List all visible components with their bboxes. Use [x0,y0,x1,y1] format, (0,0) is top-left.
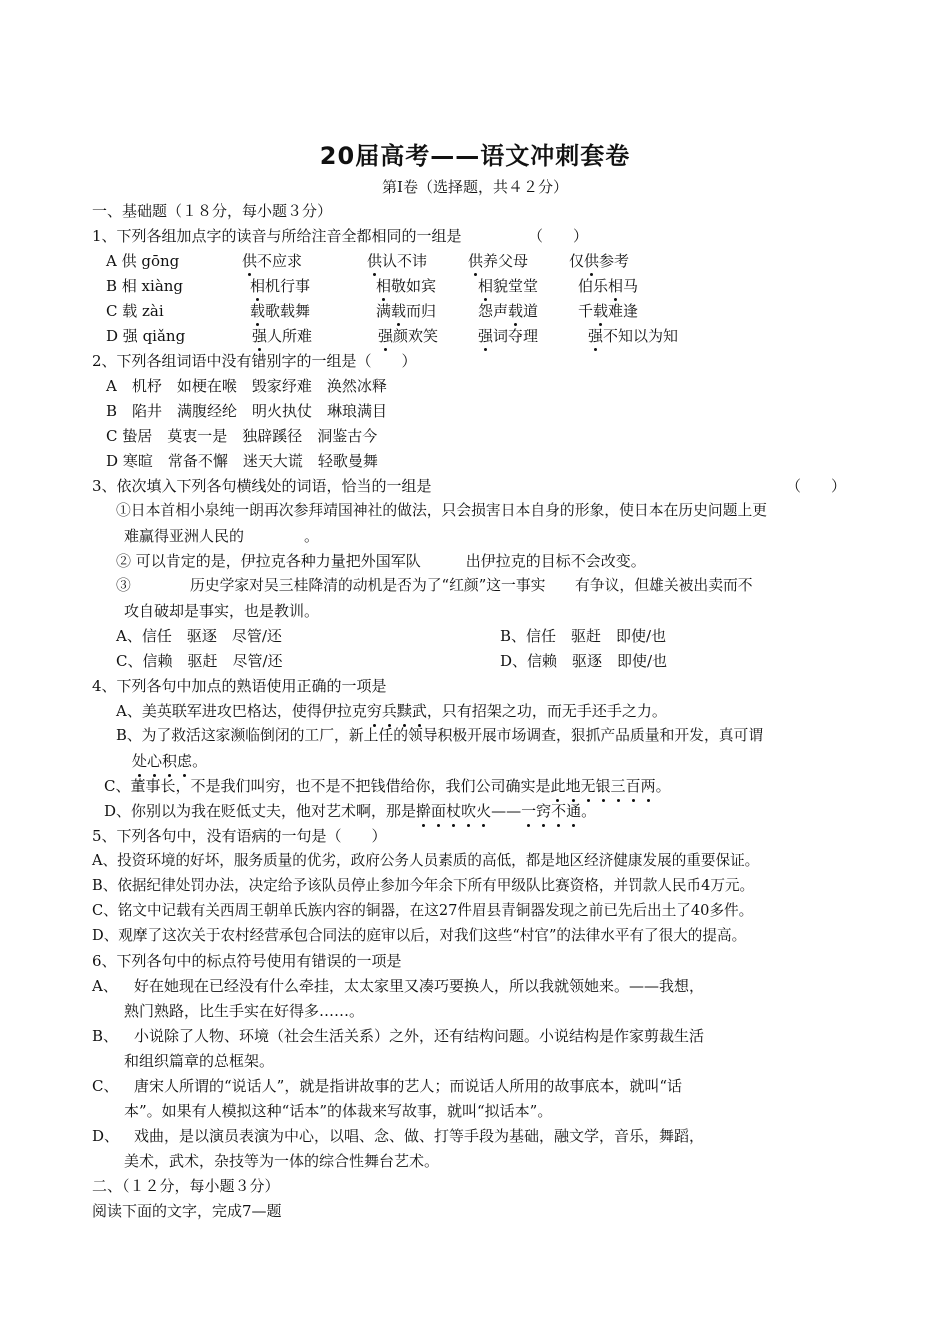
q4-option-b: B、为了救活这家濒临倒闭的工厂，新上任的领导积极开展市场调查，狠抓产品质量和开发，真可谓 [116,727,764,744]
exam-title: 20届高考——语文冲刺套卷 [319,142,631,170]
q4-stem: 4、下列各句中加点的熟语使用正确的一项是 [92,677,387,695]
q1-option-a-word: 供养父母 [468,252,529,270]
q4-a-dotted-idiom: 穷兵黩武 [366,702,427,720]
q2-option-d: D 寒暄 常备不懈 迷天大谎 轻歌曼舞 [106,452,378,470]
q5-option-d: D、观摩了这次关于农村经营承包合同法的庭审以后，对我们这些“村官”的法律水平有了很大的提高。 [92,927,747,944]
q4-option-a: A、美英联军进攻巴格达，使得伊拉克穷兵黩武，只有招架之功，而无手还手之力。 [116,702,667,720]
dotted-character: 强 [378,327,394,345]
part-subtitle: 第Ⅰ卷（选择题，共４２分） [382,178,568,196]
q1-option-d-word: 强人所难 [252,327,313,345]
q1-option-a-label: A 供 gōng [106,252,180,270]
q3-sentence-3: ③ 历史学家对吴三桂降清的动机是否为了“红颜”这一事实 有争议，但雄关被出卖而不 [116,577,753,594]
q1-option-d-word: 强颜欢笑 [378,327,439,345]
q5-option-c: C、铭文中记载有关西周王朝单氏族内容的铜器，在这27件眉县青铜器发现之前已先后出土了40多件。 [92,902,754,919]
q6-option-a-label: A、 [92,977,118,995]
q4-c-dotted-idiom: 此地无银三百两 [550,777,656,795]
q6-option-b-label: B、 [92,1027,119,1045]
q6-option-c: 唐宋人所谓的“说话人”，就是指讲故事的艺人；而说话人所用的故事底本，就叫“话 [134,1077,683,1095]
q6-option-a: 好在她现在已经没有什么牵挂，太太家里又凑巧要换人，所以我就领她来。——我想， [134,977,705,995]
q3-sentence-3-cont: 攻自破却是事实，也是教训。 [124,602,320,620]
q1-option-d-label: D 强 qiǎng [106,327,186,345]
q6-option-c-label: C、 [92,1077,119,1095]
q1-option-b-word: 相机行事 [250,277,311,295]
dotted-character: 供 [584,252,600,270]
q1-option-d-word: 强不知以为知 [588,327,679,345]
dotted-character: 相 [478,277,494,295]
dotted-character: 载 [391,302,407,320]
dotted-character: 相 [376,277,392,295]
q3-answer-paren: （ ） [786,477,847,495]
q3-option-b: B、信任 驱赶 即使/也 [500,627,667,645]
q6-option-d-cont: 美术，武术，杂技等为一体的综合性舞台艺术。 [124,1152,440,1170]
q1-option-a-word: 仅供参考 [569,252,630,270]
dotted-character: 相 [608,277,624,295]
q4-option-b-cont: 处心积虑。 [132,752,208,770]
q5-option-b: B、依据纪律处罚办法，决定给予该队员停止参加今年余下所有甲级队比赛资格，并罚款人民币4万元。 [92,877,755,894]
q1-option-b-word: 相敬如宾 [376,277,437,295]
q1-option-c-word: 载歌载舞 [250,302,311,320]
q3-option-c: C、信赖 驱赶 尽管/还 [116,652,283,670]
dotted-character: 载 [250,302,266,320]
q6-stem: 6、下列各句中的标点符号使用有错误的一项是 [92,952,402,970]
q1-option-d-word: 强词夺理 [478,327,539,345]
dotted-character: 供 [468,252,484,270]
q1-option-c-label: C 载 zài [106,302,164,320]
q6-option-a-cont: 熟门熟路，比生手实在好得多……。 [124,1002,365,1020]
q1-option-c-word: 千载难逢 [578,302,639,320]
q6-option-b: 小说除了人物、环境（社会生活关系）之外，还有结构问题。小说结构是作家剪裁生活 [134,1027,705,1045]
q1-option-b-label: B 相 xiàng [106,277,184,295]
q3-stem: 3、依次填入下列各句横线处的词语，恰当的一组是 [92,477,432,495]
dotted-character: 供 [242,252,258,270]
dotted-character: 强 [588,327,604,345]
q3-sentence-2: ② 可以肯定的是，伊拉克各种力量把外国军队 出伊拉克的目标不会改变。 [116,552,646,570]
q6-option-d: 戏曲，是以演员表演为中心，以唱、念、做、打等手段为基础，融文学，音乐，舞蹈， [134,1127,705,1145]
q4-b-dotted-idiom: 处心积虑 [132,752,193,770]
q3-option-a: A、信任 驱逐 尽管/还 [116,627,282,645]
q6-option-c-cont: 本”。如果有人模拟这种“话本”的体裁来写故事，就叫“拟话本”。 [124,1102,553,1120]
reading-instruction: 阅读下面的文字，完成7—题 [92,1202,282,1220]
q4-option-c: C、董事长，不是我们叫穷，也不是不把钱借给你，我们公司确实是此地无银三百两。 [104,777,671,795]
q2-stem: 2、下列各组词语中没有错别字的一组是（ ） [92,352,417,370]
dotted-character: 相 [250,277,266,295]
dotted-character: 载 [593,302,609,320]
section-two-heading: 二、（１２分，每小题３分） [92,1177,280,1195]
q1-option-b-word: 伯乐相马 [578,277,639,295]
q6-option-d-label: D、 [92,1127,120,1145]
q5-option-a: A、投资环境的好坏，服务质量的优劣，政府公务人员素质的高低，都是地区经济健康发展的重要保证。 [92,852,760,869]
q3-sentence-1: ①日本首相小泉纯一朗再次参拜靖国神社的做法，只会损害日本自身的形象，使日本在历史问题上更 [116,502,768,519]
dotted-character: 供 [367,252,383,270]
dotted-character: 强 [478,327,494,345]
q1-stem: 1、下列各组加点字的读音与所给注音全都相同的一组是 [92,227,462,245]
q4-d-dotted-idiom: 擀面杖吹火——一窍不通 [416,802,582,820]
q2-option-b: B 陷井 满腹经纶 明火执仗 琳琅满目 [106,402,388,420]
q4-option-d: D、你别以为我在贬低丈夫，他对艺术啊，那是擀面杖吹火——一窍不通。 [104,802,597,820]
q1-option-c-word: 满载而归 [376,302,437,320]
q5-stem: 5、下列各句中，没有语病的一句是（ ） [92,827,387,845]
q6-option-b-cont: 和组织篇章的总框架。 [124,1052,275,1070]
q3-sentence-1-cont: 难赢得亚洲人民的 。 [124,527,320,545]
dotted-character: 载 [508,302,524,320]
q2-option-a: A 机杼 如梗在喉 毁家纾难 涣然冰释 [106,377,387,395]
q1-option-a-word: 供认不讳 [367,252,428,270]
dotted-character: 强 [252,327,268,345]
section-one-heading: 一、基础题（１８分，每小题３分） [92,202,333,220]
q1-answer-paren: （ ） [528,227,589,245]
q1-option-a-word: 供不应求 [242,252,303,270]
q1-option-b-word: 相貌堂堂 [478,277,539,295]
q2-option-c: C 蛰居 莫衷一是 独辟蹊径 洞鉴古今 [106,427,378,445]
q3-option-d: D、信赖 驱逐 即使/也 [500,652,668,670]
q1-option-c-word: 怨声载道 [478,302,539,320]
